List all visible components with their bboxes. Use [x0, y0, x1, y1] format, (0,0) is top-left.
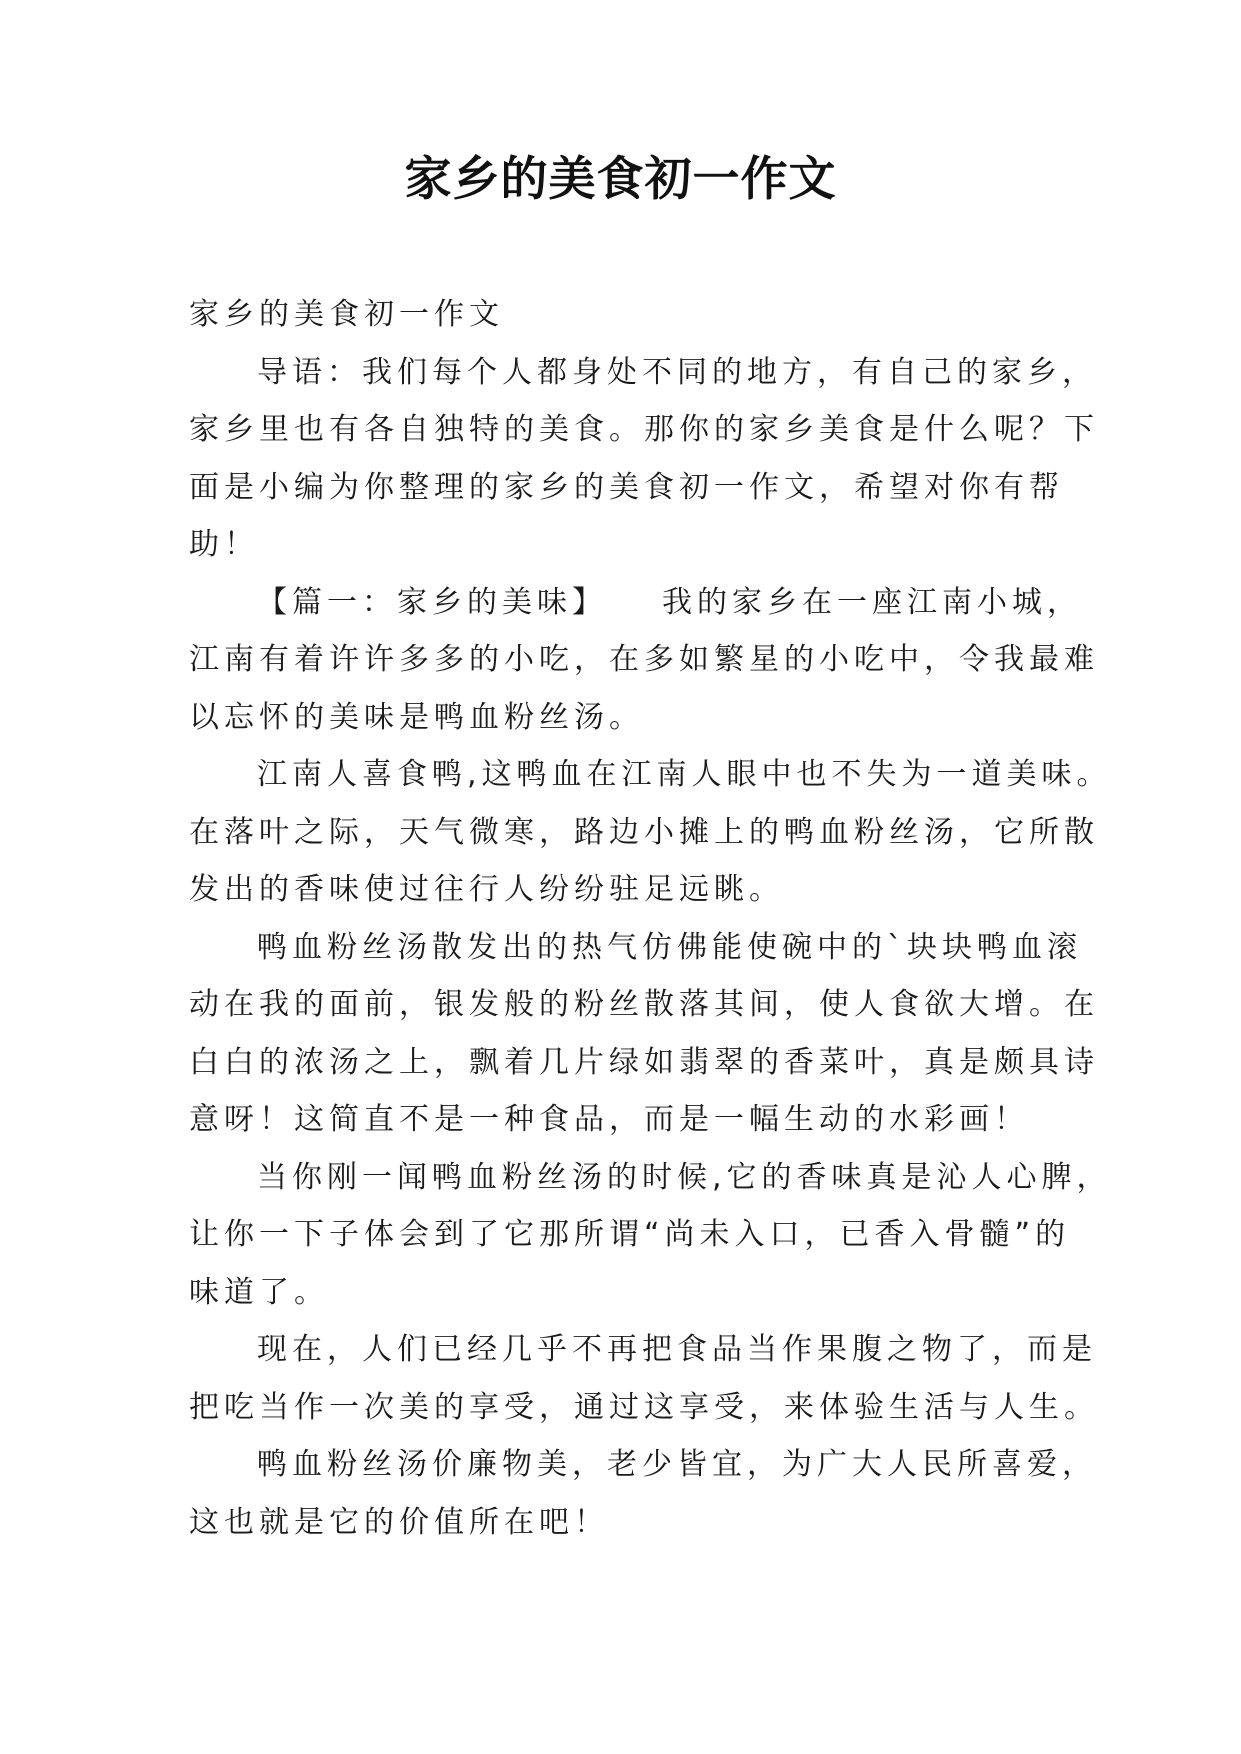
body-paragraph [189, 1321, 1099, 1436]
text-line: 白白的浓汤之上，飘着几片绿如翡翠的香菜叶，真是颇具诗 [189, 1044, 1099, 1080]
text-line: 【篇一：家乡的美味】 我的家乡在一座江南小城， [257, 584, 1082, 620]
text-line: 鸭血粉丝汤价廉物美，老少皆宜，为广大人民所喜爱， [257, 1447, 1097, 1482]
text-line: 江南人喜食鸭,这鸭血在江南人眼中也不失为一道美味。 [257, 757, 1112, 792]
text-line: 家乡的美食初一作文 [189, 297, 504, 332]
body-paragraph [189, 344, 1099, 574]
text-line: 动在我的面前，银发般的粉丝散落其间，使人食欲大增。在 [189, 987, 1099, 1022]
text-line: 发出的香味使过往行人纷纷驻足远眺。 [189, 872, 784, 907]
text-line: 味道了。 [189, 1274, 329, 1310]
text-line: 江南有着许许多多的小吃，在多如繁星的小吃中，令我最难 [189, 642, 1099, 677]
document-body [189, 286, 1112, 1551]
subtitle-paragraph [189, 286, 1059, 344]
body-paragraph [189, 746, 1112, 919]
body-paragraph [189, 1149, 1112, 1322]
text-line: 家乡里也有各自独特的美食。那你的家乡美食是什么呢？下 [189, 412, 1099, 447]
text-line: 这也就是它的价值所在吧！ [189, 1504, 609, 1540]
text-line: 现在，人们已经几乎不再把食品当作果腹之物了，而是 [257, 1332, 1097, 1367]
text-line: 把吃当作一次美的享受，通过这享受，来体验生活与人生。 [189, 1389, 1099, 1425]
text-line: 当你刚一闻鸭血粉丝汤的时候,它的香味真是沁人心脾， [257, 1159, 1112, 1195]
text-line: 助！ [189, 527, 259, 562]
text-line: 鸭血粉丝汤散发出的热气仿佛能使碗中的`块块鸭血滚 [257, 929, 1082, 965]
text-line: 导语：我们每个人都身处不同的地方，有自己的家乡， [257, 354, 1097, 390]
body-paragraph [189, 919, 1099, 1149]
body-paragraph [189, 1436, 1097, 1551]
text-line: 在落叶之际，天气微寒，路边小摊上的鸭血粉丝汤，它所散 [189, 814, 1099, 850]
text-line: 以忘怀的美味是鸭血粉丝汤。 [189, 699, 644, 735]
body-paragraph [189, 574, 1099, 747]
text-line: 意呀！这简直不是一种食品，而是一幅生动的水彩画！ [189, 1102, 1029, 1137]
document-title: 家乡的美食初一作文 [404, 152, 837, 207]
text-line: 面是小编为你整理的家乡的美食初一作文，希望对你有帮 [189, 469, 1064, 505]
text-line: 让你一下子体会到了它那所谓“尚未入口，已香入骨髓”的 [189, 1217, 1071, 1252]
